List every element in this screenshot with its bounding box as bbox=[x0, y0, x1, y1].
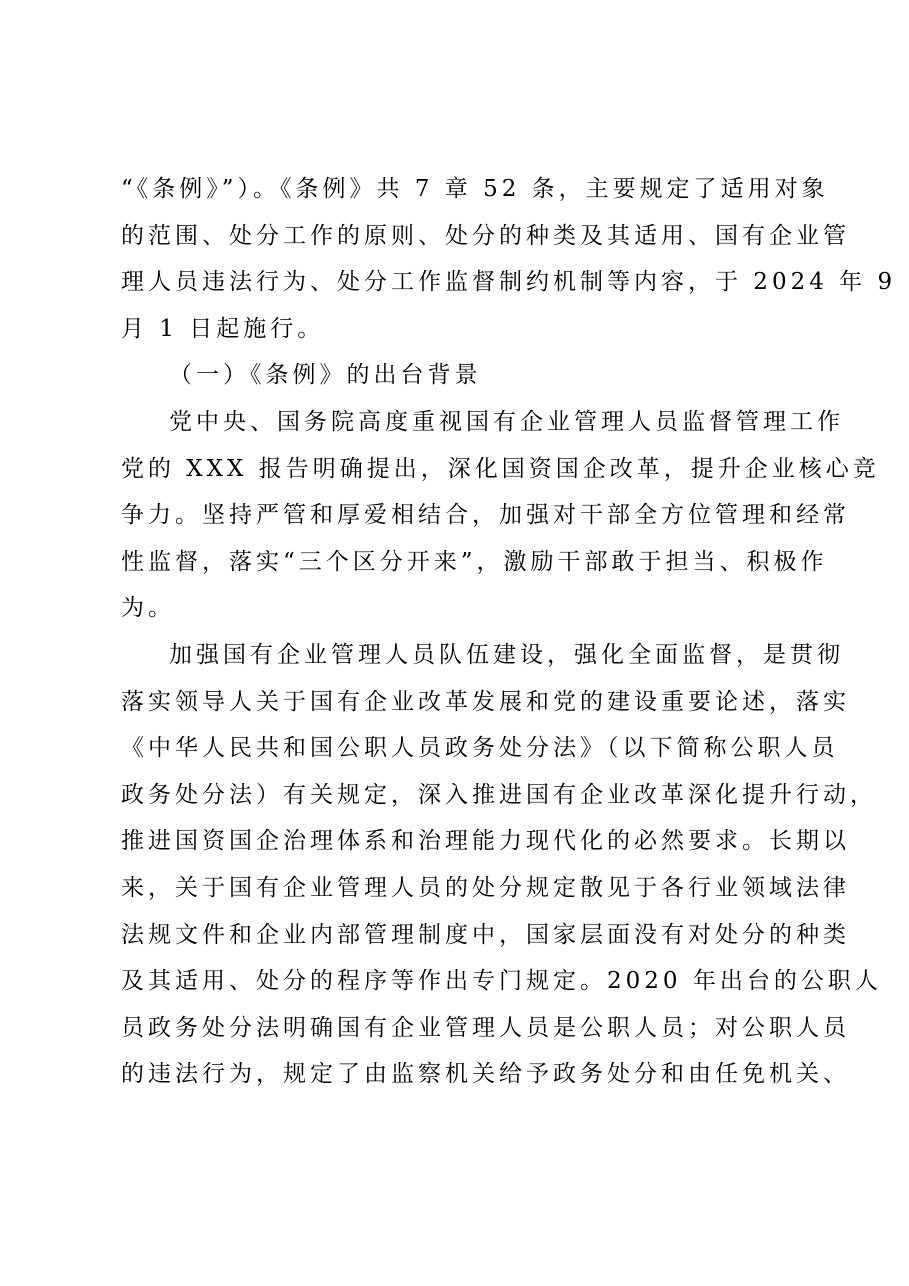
body-text-line: 落实领导人关于国有企业改革发展和党的建设重要论述，落实 bbox=[121, 688, 850, 715]
body-text-line: 月 1 日起施行。 bbox=[121, 315, 325, 342]
body-text-line: 员政务处分法明确国有企业管理人员是公职人员；对公职人员 bbox=[121, 1014, 850, 1041]
body-text-line: 理人员违法行为、处分工作监督制约机制等内容，于 2024 年 9 bbox=[121, 269, 897, 296]
section-heading: （一）《条例》的出台背景 bbox=[169, 362, 482, 389]
paragraph-first-line: 党中央、国务院高度重视国有企业管理人员监督管理工作 bbox=[169, 408, 844, 435]
paragraph-first-line: 加强国有企业管理人员队伍建设，强化全面监督，是贯彻 bbox=[169, 641, 844, 668]
body-text-line: 来，关于国有企业管理人员的处分规定散见于各行业领域法律 bbox=[121, 874, 850, 901]
body-text-line: “《条例》”）。《条例》共 7 章 52 条，主要规定了适用对象 bbox=[121, 176, 829, 202]
body-text-line: 法规文件和企业内部管理制度中，国家层面没有对处分的种类 bbox=[121, 921, 850, 948]
body-text-line: 争力。坚持严管和厚爱相结合，加强对干部全方位管理和经常 bbox=[121, 502, 850, 529]
document-body bbox=[121, 166, 897, 1098]
body-text-line: 推进国资国企治理体系和治理能力现代化的必然要求。长期以 bbox=[121, 828, 850, 855]
body-text-line: 的违法行为，规定了由监察机关给予政务处分和由任免机关、 bbox=[121, 1061, 850, 1088]
body-text-line: 《中华人民共和国公职人员政务处分法》（以下简称公职人员 bbox=[121, 735, 839, 762]
body-text-line: 性监督，落实“三个区分开来”，激励干部敢于担当、积极作 bbox=[121, 548, 828, 575]
body-text-line: 的范围、处分工作的原则、处分的种类及其适用、国有企业管 bbox=[121, 222, 850, 249]
body-text-line: 党的 XXX 报告明确提出，深化国资国企改革，提升企业核心竞 bbox=[121, 455, 880, 482]
body-text-line: 政务处分法）有关规定，深入推进国有企业改革深化提升行动， bbox=[121, 781, 877, 808]
body-text-line: 为。 bbox=[121, 595, 175, 622]
body-text-line: 及其适用、处分的程序等作出专门规定。2020 年出台的公职人 bbox=[121, 968, 882, 995]
